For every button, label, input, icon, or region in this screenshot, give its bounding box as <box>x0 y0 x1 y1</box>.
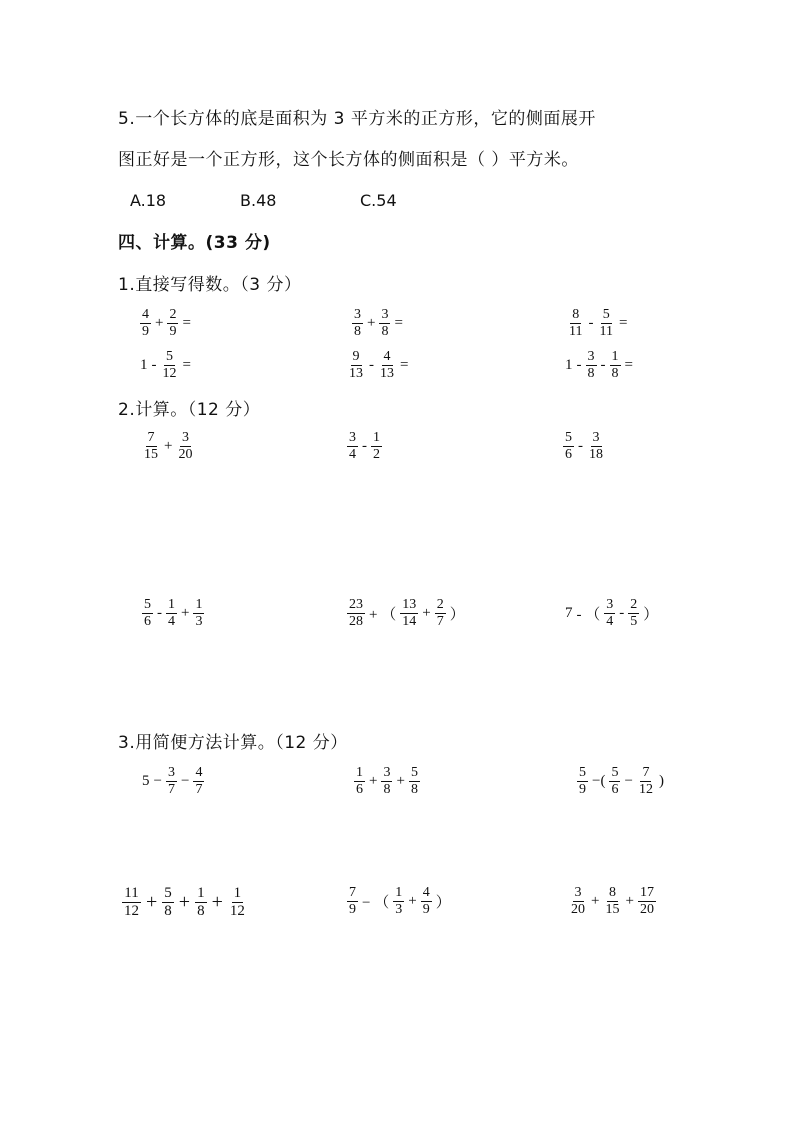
numerator: 2 <box>436 597 444 612</box>
denominator: 11 <box>569 324 583 339</box>
numerator: 5 <box>166 349 173 364</box>
numerator: 5 <box>602 307 610 322</box>
numerator: 4 <box>422 885 430 900</box>
operator: = <box>618 315 628 331</box>
fraction <box>193 598 204 629</box>
denominator: 6 <box>565 447 572 462</box>
part2-expression <box>345 431 384 462</box>
operator: = <box>400 357 409 373</box>
part2-expression <box>345 598 467 629</box>
denominator: 5 <box>630 614 638 629</box>
numerator: 7 <box>642 765 650 780</box>
fraction <box>604 598 615 629</box>
denominator: 9 <box>169 324 177 339</box>
denominator: 12 <box>162 366 177 381</box>
part1-expression <box>138 308 193 339</box>
denominator: 9 <box>422 902 430 917</box>
number: 1 <box>565 357 573 373</box>
operator: ） <box>643 607 659 623</box>
numerator: 3 <box>592 430 600 445</box>
fraction <box>609 766 620 797</box>
numerator: 4 <box>195 765 203 780</box>
number: 1 <box>140 357 148 373</box>
operator: + <box>625 893 634 909</box>
numerator: 1 <box>233 885 242 901</box>
numerator: 5 <box>611 765 619 780</box>
numerator: 5 <box>144 597 151 612</box>
denominator: 13 <box>349 366 363 381</box>
fraction <box>142 431 160 462</box>
denominator: 8 <box>383 782 391 797</box>
part-2-title: 2.计算。（12 分） <box>118 400 261 420</box>
denominator: 7 <box>167 782 175 797</box>
numerator: 17 <box>639 885 654 900</box>
denominator: 3 <box>395 902 403 917</box>
question-5-line-1: 5.一个长方体的底是面积为 3 平方米的正方形，它的侧面展开 <box>118 109 596 129</box>
denominator: 8 <box>410 782 418 797</box>
operator: - <box>151 357 157 373</box>
numerator: 3 <box>587 349 595 364</box>
part3-expression <box>575 766 666 797</box>
fraction <box>421 886 432 917</box>
fraction <box>347 431 358 462</box>
operator: - <box>619 605 625 621</box>
numerator: 2 <box>630 597 638 612</box>
numerator: 23 <box>349 597 363 612</box>
denominator: 9 <box>142 324 149 339</box>
denominator: 8 <box>197 903 205 919</box>
operator: + <box>155 315 164 331</box>
part1-expression <box>138 350 193 381</box>
number: 7 <box>565 605 573 621</box>
denominator: 6 <box>144 614 151 629</box>
fraction <box>638 886 656 917</box>
option-a: A.18 <box>130 191 167 210</box>
fraction <box>354 766 365 797</box>
denominator: 8 <box>354 324 361 339</box>
numerator: 3 <box>349 430 356 445</box>
part-3-title: 3.用简便方法计算。（12 分） <box>118 733 348 753</box>
denominator: 8 <box>611 366 619 381</box>
denominator: 20 <box>571 902 585 917</box>
denominator: 6 <box>356 782 363 797</box>
operator: + <box>591 893 600 909</box>
part1-expression <box>565 308 629 339</box>
fraction <box>393 886 404 917</box>
denominator: 2 <box>373 447 380 462</box>
fraction <box>347 886 358 917</box>
denominator: 9 <box>579 782 586 797</box>
fraction <box>381 766 392 797</box>
numerator: 7 <box>147 430 155 445</box>
fraction <box>628 598 639 629</box>
fraction <box>587 431 605 462</box>
fraction <box>603 886 621 917</box>
numerator: 3 <box>181 430 189 445</box>
fraction <box>167 308 178 339</box>
denominator: 14 <box>402 614 417 629</box>
part2-expression <box>140 598 206 629</box>
part1-expression <box>345 350 410 381</box>
numerator: 3 <box>354 307 361 322</box>
denominator: 11 <box>599 324 613 339</box>
operator: = <box>394 315 403 331</box>
operator: + <box>367 315 376 331</box>
operator: = <box>182 357 191 373</box>
fraction <box>586 350 597 381</box>
part3-expression <box>120 886 249 919</box>
denominator: 9 <box>349 902 356 917</box>
operator: − （ <box>362 895 390 911</box>
fraction <box>379 308 390 339</box>
operator: - <box>157 605 162 621</box>
numerator: 11 <box>124 885 139 901</box>
denominator: 8 <box>381 324 389 339</box>
operator: = <box>624 357 633 373</box>
numerator: 8 <box>608 885 616 900</box>
denominator: 15 <box>605 902 620 917</box>
denominator: 18 <box>589 447 603 462</box>
numerator: 5 <box>565 430 572 445</box>
fraction <box>347 350 365 381</box>
operator: - <box>576 357 582 373</box>
fraction <box>352 308 363 339</box>
numerator: 7 <box>349 885 356 900</box>
fraction <box>610 350 621 381</box>
part2-expression <box>561 431 607 462</box>
operator: + <box>422 605 431 621</box>
operator: − <box>624 773 633 789</box>
fraction <box>577 766 588 797</box>
operator: + <box>164 438 173 454</box>
operator: + （ <box>369 607 397 623</box>
fraction <box>409 766 420 797</box>
numerator: 2 <box>169 307 177 322</box>
operator: + <box>178 891 191 913</box>
part-1-title: 1.直接写得数。（3 分） <box>118 275 302 295</box>
fraction <box>563 431 574 462</box>
operator: + <box>396 773 405 789</box>
numerator: 1 <box>168 597 175 612</box>
numerator: 13 <box>402 597 417 612</box>
denominator: 12 <box>229 903 245 919</box>
operator: - <box>362 438 367 454</box>
operator: + <box>408 893 417 909</box>
denominator: 8 <box>587 366 595 381</box>
numerator: 3 <box>167 765 175 780</box>
fraction <box>228 886 247 919</box>
operator: - （ <box>576 607 601 623</box>
option-c: C.54 <box>360 191 397 210</box>
numerator: 5 <box>579 765 586 780</box>
fraction <box>166 598 177 629</box>
denominator: 7 <box>195 782 203 797</box>
part3-expression <box>140 766 206 797</box>
fraction <box>371 431 382 462</box>
denominator: 7 <box>436 614 444 629</box>
operator: + <box>369 773 378 789</box>
operator: −( <box>592 773 606 789</box>
numerator: 9 <box>352 349 360 364</box>
part3-expression <box>345 886 453 917</box>
part2-expression <box>140 431 196 462</box>
numerator: 1 <box>395 885 403 900</box>
operator: + <box>211 891 223 913</box>
operator: − <box>153 773 162 789</box>
numerator: 1 <box>197 885 205 901</box>
part3-expression <box>567 886 658 917</box>
fraction <box>195 886 207 919</box>
number: 5 <box>142 773 150 789</box>
fraction <box>347 598 365 629</box>
numerator: 5 <box>164 885 172 901</box>
operator: - <box>600 357 606 373</box>
operator: - <box>369 357 374 373</box>
part1-expression <box>563 350 635 381</box>
operator: + <box>146 891 158 913</box>
operator: - <box>578 438 583 454</box>
numerator: 3 <box>381 307 389 322</box>
fraction <box>435 598 446 629</box>
part2-expression <box>563 598 660 629</box>
denominator: 20 <box>639 902 654 917</box>
numerator: 5 <box>410 765 418 780</box>
denominator: 3 <box>195 614 203 629</box>
denominator: 4 <box>349 447 356 462</box>
fraction <box>140 308 151 339</box>
operator: ） <box>435 895 451 911</box>
denominator: 20 <box>178 447 193 462</box>
numerator: 1 <box>373 430 380 445</box>
denominator: 13 <box>380 366 394 381</box>
operator: ) <box>658 773 664 789</box>
section-4-title: 四、计算。(33 分) <box>118 233 271 253</box>
option-b: B.48 <box>240 191 277 210</box>
fraction <box>569 886 587 917</box>
operator: - <box>588 315 594 331</box>
operator: ） <box>449 607 465 623</box>
part1-expression <box>350 308 405 339</box>
numerator: 4 <box>383 349 391 364</box>
denominator: 4 <box>606 614 614 629</box>
numerator: 3 <box>383 765 391 780</box>
denominator: 6 <box>611 782 619 797</box>
denominator: 28 <box>349 614 363 629</box>
numerator: 8 <box>572 307 580 322</box>
fraction <box>193 766 204 797</box>
operator: − <box>180 773 190 789</box>
operator: = <box>182 315 191 331</box>
numerator: 1 <box>195 597 203 612</box>
numerator: 1 <box>356 765 363 780</box>
numerator: 1 <box>611 349 619 364</box>
fraction <box>567 308 584 339</box>
numerator: 3 <box>606 597 614 612</box>
fraction <box>637 766 655 797</box>
fraction <box>166 766 177 797</box>
operator: + <box>181 605 190 621</box>
fraction <box>142 598 153 629</box>
denominator: 8 <box>164 903 172 919</box>
denominator: 15 <box>144 447 158 462</box>
part3-expression <box>352 766 422 797</box>
fraction <box>162 886 174 919</box>
question-5-line-2: 图正好是一个正方形，这个长方体的侧面积是（ ）平方米。 <box>118 150 579 170</box>
fraction <box>400 598 418 629</box>
fraction <box>378 350 396 381</box>
fraction <box>597 308 614 339</box>
denominator: 12 <box>124 903 139 919</box>
denominator: 4 <box>168 614 175 629</box>
fraction <box>122 886 141 919</box>
numerator: 3 <box>574 885 582 900</box>
fraction <box>176 431 194 462</box>
numerator: 4 <box>142 307 149 322</box>
denominator: 12 <box>638 782 653 797</box>
fraction <box>161 350 179 381</box>
